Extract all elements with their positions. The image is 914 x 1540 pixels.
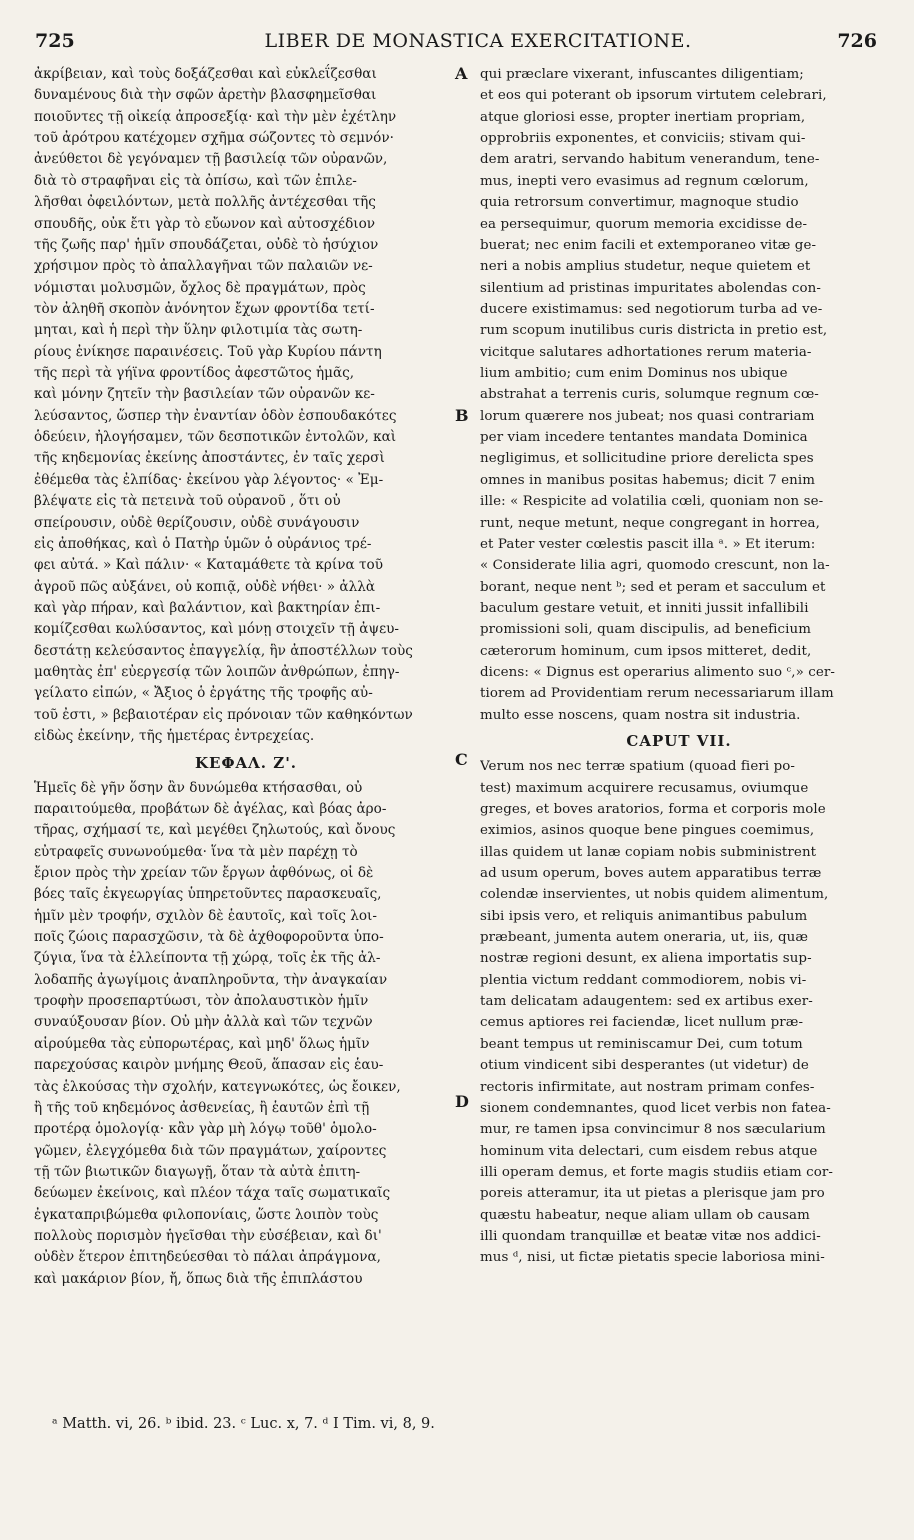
text-line: τὸν ἀληθῆ σκοπὸν ἀνόνητον ἔχων φροντίδα τετί-	[34, 300, 375, 317]
text-line: Verum nos nec terræ spatium (quoad fieri po-	[480, 759, 796, 775]
text-line: plentia victum reddant commodiorem, nobis vi-	[480, 972, 807, 988]
text-line: μαθητὰς ἐπ' εὐεργεσίᾳ τῶν λοιπῶν ἀνθρώπων, ἐπηγ-	[34, 664, 400, 681]
text-line: ρίους ἐνίκησε παραινέσεις. Τοῦ γὰρ Κυρίου πάντη	[34, 343, 382, 360]
text-line: δεστάτῃ κελεύσαντος ἐπαγγελίᾳ, ἣν ἀποστέλλων τοὺς	[34, 642, 413, 659]
text-line: poreis atteramur, ita ut pietas a plerisque jam pro	[480, 1186, 825, 1202]
text-line: et eos qui poterant ob ipsorum virtutem celebrari,	[480, 88, 827, 104]
chapter-heading: ΚΕΦΑΛ. Ζ'.	[194, 753, 298, 772]
text-line: « Considerate lilia agri, quomodo crescunt, non la-	[480, 558, 830, 574]
text-line: ἐγκαταπριβώμεθα φιλοπονίαις, ὥστε λοιπὸν τοὺς	[34, 1206, 379, 1223]
text-line: dem aratri, servando habitum venerandum, tene-	[480, 152, 820, 168]
text-line: runt, neque metunt, neque congregant in horrea,	[480, 515, 820, 531]
text-line: et Pater vester cœlestis pascit illa ᵃ. » Et iterum:	[480, 536, 816, 552]
text-line: ἀνεύθετοι δὲ γεγόναμεν τῇ βασιλείᾳ τῶν οὐρανῶν,	[34, 151, 388, 168]
text-line: sibi ipsis vero, et reliquis animantibus pabulum	[480, 908, 808, 924]
text-line: opprobriis exponentes, et conviciis; stivam qui-	[480, 131, 806, 147]
text-line: παρεχούσας καιρὸν μνήμης Θεοῦ, ἅπασαν εἰς ἑαυ-	[34, 1057, 384, 1074]
text-line: ἐθέμεθα τὰς ἐλπίδας· ἐκείνου γὰρ λέγοντος· « Ἐμ-	[34, 471, 384, 488]
text-line: τῇ τῶν βιωτικῶν διαγωγῇ, ὅταν τὰ αὐτὰ ἐπιτη-	[34, 1163, 361, 1180]
section-marker-b: B	[455, 406, 469, 425]
text-line: ζύγια, ἵνα τὰ ἐλλείποντα τῇ χώρᾳ, τοῖς ἐκ τῆς ἀλ-	[34, 950, 381, 967]
text-line: illi quondam tranquillæ et beatæ vitæ nos addici-	[480, 1229, 821, 1245]
chapter-heading: CAPUT VII.	[626, 732, 732, 751]
text-line: βόες ταῖς ἐκγεωργίας ὑπηρετοῦντες παρασκευαῖς,	[34, 886, 382, 903]
text-line: eximios, asinos quoque bene pingues coemimus,	[480, 823, 815, 839]
text-line: omnes in manibus positas habemus; dicit 7 enim	[480, 472, 816, 488]
text-line: vicitque salutares adhortationes rerum materia-	[480, 344, 812, 360]
text-line: negligimus, et sollicitudine priore derelicta spes	[480, 451, 814, 467]
text-line: baculum gestare vetuit, et inniti jussit infallibili	[480, 600, 809, 616]
text-line: ducere existimamus: sed negotiorum turba ad ve-	[480, 301, 823, 317]
text-line: neri a nobis amplius studetur, neque quietem et	[480, 259, 811, 275]
text-line: ποῖς ζώοις παρασχῶσιν, τὰ δὲ ἀχθοφοροῦντα ὑπο-	[34, 929, 384, 946]
text-line: οὐδὲν ἕτερον ἐπιτηδεύεσθαι τὸ πάλαι ἀπράγμονα,	[34, 1249, 381, 1266]
text-line: ποιοῦντες τῇ οἰκείᾳ ἀπροσεξίᾳ· καὶ τὴν μὲν ἐχέτλην	[34, 108, 397, 125]
running-header	[35, 30, 877, 56]
text-line: καὶ μακάριον βίον, ἤ, ὅπως διὰ τῆς ἐπιπλάστου	[34, 1270, 363, 1287]
text-line: illi operam demus, et forte magis studiis etiam cor-	[480, 1164, 834, 1180]
text-line: γῶμεν, ἐλεγχόμεθα διὰ τῶν πραγμάτων, χαίροντες	[34, 1142, 387, 1159]
text-line: πολλοὺς πορισμὸν ἡγεῖσθαι τὴν εὐσέβειαν, καὶ δι'	[34, 1228, 382, 1245]
text-line: lium ambitio; cum enim Dominus nos ubique	[480, 366, 788, 382]
text-line: ὁδεύειν, ἠλογήσαμεν, τῶν δεσποτικῶν ἐντολῶν, καὶ	[34, 429, 397, 446]
text-line: buerat; nec enim facili et extemporaneo vitæ ge-	[480, 237, 817, 253]
text-line: borant, neque nent ᵇ; sed et peram et sacculum et	[480, 579, 826, 595]
text-line: τῆς περὶ τὰ γήϊνα φροντίδος ἀφεστῶτος ἡμᾶς,	[34, 365, 355, 382]
text-line: εὐτραφεῖς συνωνούμεθα· ἵνα τὰ μὲν παρέχῃ τὸ	[34, 843, 358, 860]
text-line: quæstu habeatur, neque aliam ullam ob causam	[480, 1207, 810, 1223]
text-line: ea persequimur, quorum memoria excidisse de-	[480, 216, 808, 232]
text-line: mur, re tamen ipsa convincimur 8 nos sæcularium	[480, 1122, 826, 1138]
footnotes: ᵃ Matth. vi, 26. ᵇ ibid. 23. ᶜ Luc. x, 7. ᵈ I Tim. vi, 8, 9.	[52, 1416, 435, 1432]
text-line: quia retrorsum convertimur, magnoque studio	[480, 195, 799, 211]
text-line: abstrahat a terrenis curis, solumque regnum cœ-	[480, 387, 819, 403]
text-line: promissioni soli, quam discipulis, ad beneficium	[480, 622, 812, 638]
text-line: tam delicatam adaugentem: sed ex artibus exer-	[480, 994, 813, 1010]
text-line: τῆς ζωῆς παρ' ἡμῖν σπουδάζεται, οὐδὲ τὸ ἡσύχιον	[34, 236, 379, 253]
section-marker-c: C	[455, 750, 468, 769]
text-line: δυναμένους διὰ τὴν σφῶν ἀρετὴν βλασφημεῖσθαι	[34, 87, 377, 104]
text-line: cemus aptiores rei faciendæ, licet nullum præ-	[480, 1015, 804, 1031]
text-line: cæterorum hominum, cum ipsos mitteret, dedit,	[480, 643, 812, 659]
latin-column	[480, 64, 878, 1269]
text-line: γείλατο εἰπών, « Ἄξιος ὁ ἐργάτης τῆς τροφῆς αὐ-	[34, 685, 373, 702]
text-line: λῆσθαι ὀφειλόντων, μετὰ πολλῆς ἀντέχεσθαι τῆς	[34, 194, 376, 211]
text-line: βλέψατε εἰς τὰ πετεινὰ τοῦ οὐρανοῦ , ὅτι οὐ	[34, 493, 341, 510]
page-number-right: 726	[837, 30, 877, 52]
text-line: τὰς ἑλκούσας τὴν σχολήν, κατεγνωκότες, ὡς ἔοικεν,	[34, 1078, 401, 1095]
text-line: ἡμῖν μὲν τροφήν, σχιλὸν δὲ ἑαυτοῖς, καὶ τοῖς λοι-	[34, 907, 377, 924]
text-line: λεύσαντος, ὥσπερ τὴν ἐναντίαν ὁδὸν ἐσπουδακότες	[34, 407, 397, 424]
text-line: συναύξουσαν βίον. Οὐ μὴν ἀλλὰ καὶ τῶν τεχνῶν	[34, 1014, 373, 1031]
text-line: τοῦ ἐστι, » βεβαιοτέραν εἰς πρόνοιαν τῶν καθηκόντων	[34, 706, 413, 723]
text-line: φει αὐτά. » Καὶ πάλιν· « Καταμάθετε τὰ κρίνα τοῦ	[34, 557, 383, 574]
text-line: λοδαπῆς ἀγωγίμοις ἀναπληροῦντα, τὴν ἀναγκαίαν	[34, 971, 388, 988]
text-line: otium vindicent sibi desperantes (ut videtur) de	[480, 1058, 809, 1074]
text-line: nostræ regioni desunt, ex aliena importatis sup-	[480, 951, 812, 967]
text-line: τροφὴν προσεπαρτύωσι, τὸν ἀπολαυστικὸν ἡμῖν	[34, 993, 369, 1010]
page-number-left: 725	[35, 30, 75, 52]
text-line: sionem condemnantes, quod licet verbis non fatea-	[480, 1100, 831, 1116]
text-line: atque gloriosi esse, propter inertiam propriam,	[480, 109, 806, 125]
text-line: καὶ γὰρ πήραν, καὶ βαλάντιον, καὶ βακτηρίαν ἐπι-	[34, 599, 381, 616]
text-line: mus ᵈ, nisi, ut fictæ pietatis specie laboriosa mini-	[480, 1250, 825, 1266]
text-line: beant tempus ut reminiscamur Dei, cum totum	[480, 1036, 803, 1052]
text-line: χρήσιμον πρὸς τὸ ἀπαλλαγῆναι τῶν παλαιῶν νε-	[34, 258, 373, 275]
text-line: Ἡμεῖς δὲ γῆν ὅσην ἂν δυνώμεθα κτήσασθαι, οὐ	[34, 779, 363, 796]
text-line: illas quidem ut lanæ copiam nobis subministrent	[480, 844, 817, 860]
text-line: greges, et boves aratorios, forma et corporis mole	[480, 801, 826, 817]
text-line: εἰς ἀποθήκας, καὶ ὁ Πατὴρ ὑμῶν ὁ οὐράνιος τρέ-	[34, 535, 372, 552]
text-line: lorum quærere nos jubeat; nos quasi contrariam	[480, 408, 815, 424]
text-line: silentium ad pristinas impuritates abolendas con-	[480, 280, 821, 296]
text-line: τοῦ ἀρότρου κατέχομεν σχῆμα σώζοντες τὸ σεμνόν·	[34, 130, 394, 147]
text-line: καὶ μόνην ζητεῖν τὴν βασιλείαν τῶν οὐρανῶν κε-	[34, 386, 375, 403]
text-line: mus, inepti vero evasimus ad regnum cœlorum,	[480, 173, 809, 189]
text-line: qui præclare vixerant, infuscantes diligentiam;	[480, 67, 804, 82]
text-line: ἢ τῆς τοῦ κηδεμόνος ἀσθενείας, ἢ ἑαυτῶν ἐπὶ τῇ	[34, 1099, 370, 1116]
text-line: hominum vita delectari, cum eisdem rebus atque	[480, 1143, 818, 1159]
text-line: δεύωμεν ἐκείνοις, καὶ πλέον τάχα ταῖς σωματικαῖς	[34, 1185, 391, 1202]
section-marker-d: D	[455, 1092, 469, 1111]
text-line: σπουδῆς, οὐκ ἔτι γὰρ τὸ εὔωνον καὶ αὐτοσχέδιον	[34, 215, 376, 232]
text-line: tiorem ad Providentiam rerum necessariarum illam	[480, 686, 834, 702]
text-line: νόμισται μολυσμῶν, ὄχλος δὲ πραγμάτων, πρὸς	[34, 279, 366, 296]
text-line: κομίζεσθαι κωλύσαντος, καὶ μόνῃ στοιχεῖν τῇ ἀψευ-	[34, 621, 400, 638]
text-line: αἱρούμεθα τὰς εὐπορωτέρας, καὶ μηδ' ὅλως ἡμῖν	[34, 1035, 370, 1052]
greek-column	[34, 64, 458, 1290]
text-line: dicens: « Dignus est operarius alimento suo ᶜ,» cer-	[480, 665, 835, 681]
text-line: rectoris infirmitate, aut nostram primam confes-	[480, 1079, 815, 1095]
text-line: multo esse noscens, quam nostra sit industria.	[480, 707, 801, 723]
text-line: test) maximum acquirere recusamus, oviumque	[480, 780, 809, 796]
text-line: ille: « Respicite ad volatilia cœli, quoniam non se-	[480, 494, 824, 510]
text-line: σπείρουσιν, οὐδὲ θερίζουσιν, οὐδὲ συνάγουσιν	[34, 514, 360, 531]
text-line: εἰδὼς ἐκείνην, τῆς ἡμετέρας ἐντρεχείας.	[34, 728, 315, 745]
text-line: μηται, καὶ ἡ περὶ τὴν ὕλην φιλοτιμία τὰς σωτη-	[34, 322, 363, 339]
text-line: τῆρας, σχήμασί τε, καὶ μεγέθει ζηλωτούς, καὶ ὄνους	[34, 822, 396, 839]
text-line: παραιτούμεθα, προβάτων δὲ ἀγέλας, καὶ βόας ἀρο-	[34, 800, 387, 817]
text-line: ἔριον πρὸς τὴν χρείαν τῶν ἔργων ἀφθόνως, οἱ δὲ	[34, 864, 374, 881]
text-line: διὰ τὸ στραφῆναι εἰς τὰ ὀπίσω, καὶ τῶν ἐπιλε-	[34, 172, 357, 189]
text-line: τῆς κηδεμονίας ἐκείνης ἀποστάντες, ἐν ταῖς χερσὶ	[34, 450, 385, 467]
text-line: ad usum operum, boves autem apparatibus terræ	[480, 865, 822, 881]
text-line: προτέρᾳ ὁμολογίᾳ· κἂν γὰρ μὴ λόγῳ τοῦθ' ὁμολο-	[34, 1121, 377, 1138]
text-line: præbeant, jumenta autem oneraria, ut, iis, quæ	[480, 930, 809, 946]
text-line: per viam incedere tentantes mandata Dominica	[480, 430, 808, 446]
text-line: ἀγροῦ πῶς αὐξάνει, οὐ κοπιᾷ, οὐδὲ νήθει· » ἀλλὰ	[34, 578, 376, 595]
section-marker-a: A	[455, 64, 468, 83]
text-line: colendæ inservientes, ut nobis quidem alimentum,	[480, 887, 829, 903]
text-line: rum scopum inutilibus curis districta in pretio est,	[480, 323, 828, 339]
running-title: LIBER DE MONASTICA EXERCITATIONE.	[264, 30, 692, 52]
text-line: ἀκρίβειαν, καὶ τοὺς δοξάζεσθαι καὶ εὐκλεΐζεσθαι	[34, 66, 377, 82]
